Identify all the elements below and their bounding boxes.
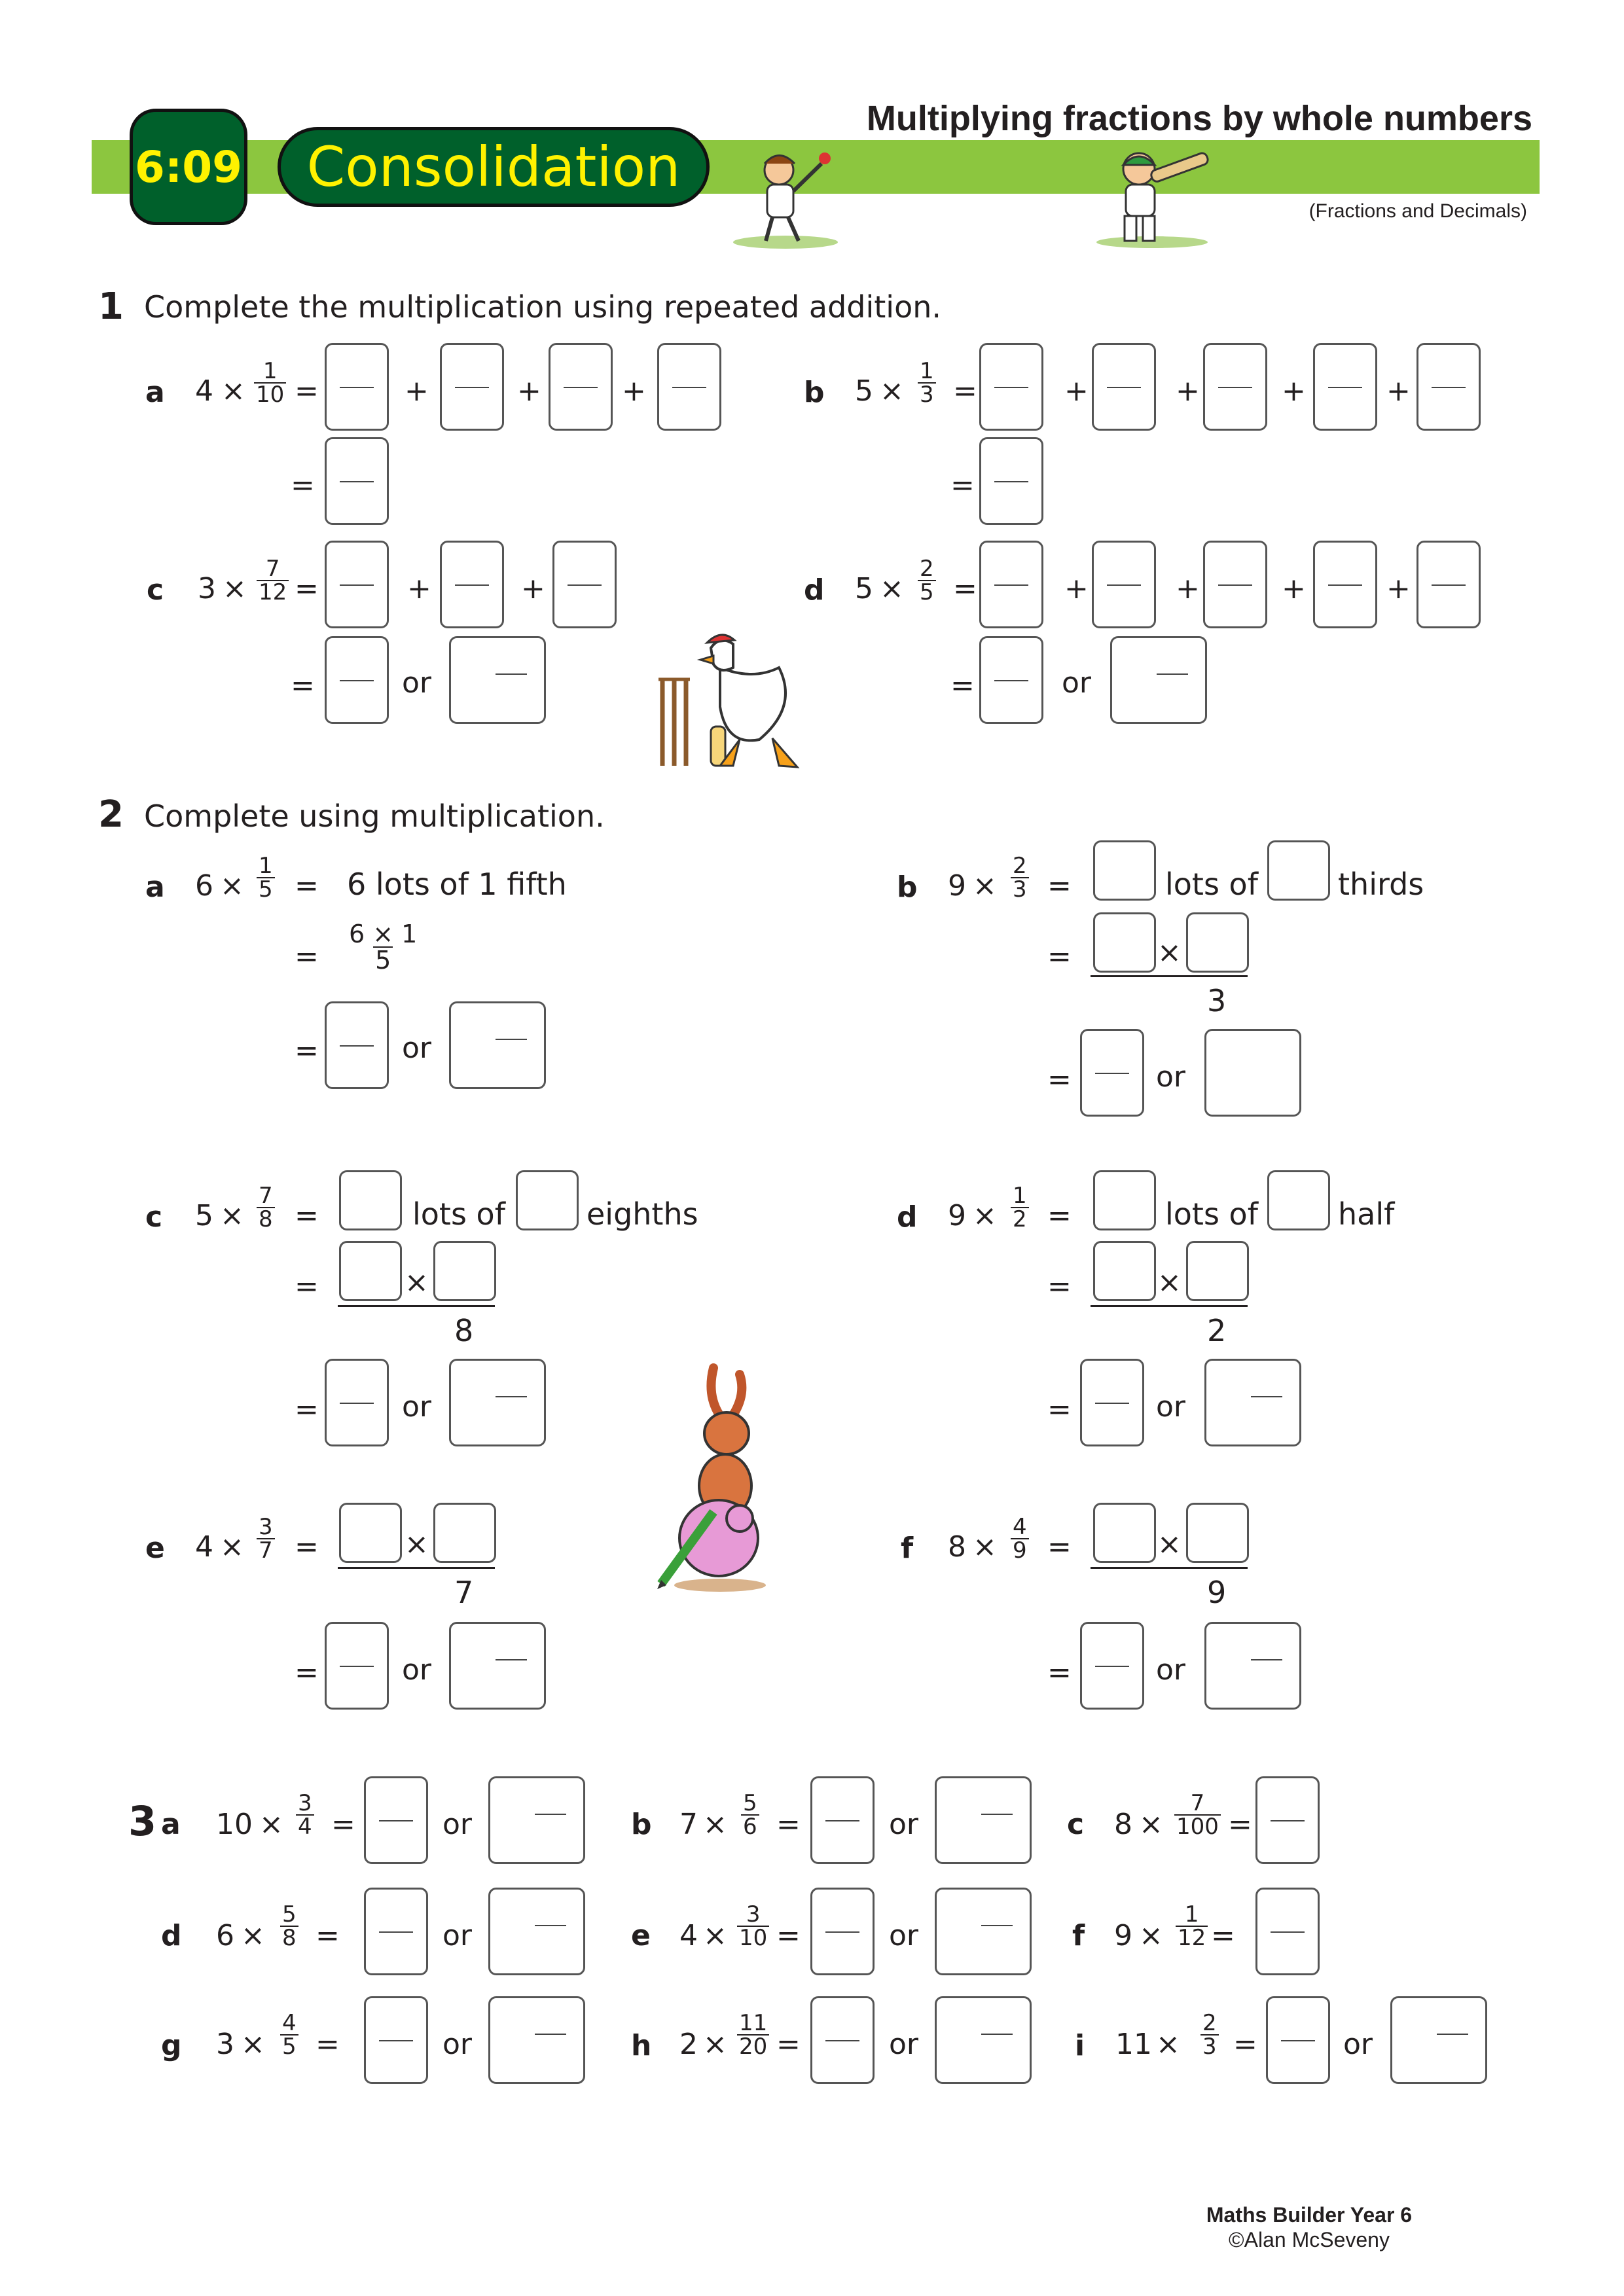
q2b-whole: 9 (948, 869, 966, 903)
factor-box[interactable] (1186, 1241, 1249, 1301)
answer-box[interactable] (325, 343, 389, 431)
q2d-whole: 9 (948, 1199, 966, 1232)
mixed-number-box[interactable] (935, 1776, 1032, 1864)
answer-box[interactable] (1092, 343, 1156, 431)
plus-sign: + (1282, 572, 1306, 605)
equals-sign: = (1047, 1270, 1072, 1303)
plus-sign: + (407, 572, 431, 605)
equals-sign: = (295, 572, 319, 605)
q2e-label: e (145, 1532, 165, 1565)
q3a-whole: 10 (216, 1808, 253, 1841)
q1b-whole: 5 (855, 374, 873, 408)
answer-box[interactable] (325, 1622, 389, 1710)
times-sign: × (223, 572, 247, 605)
mixed-number-box[interactable] (449, 1001, 546, 1089)
or-text: or (889, 1808, 919, 1841)
answer-box[interactable] (979, 636, 1043, 724)
equals-sign: = (950, 669, 975, 702)
times-sign: × (973, 1199, 997, 1232)
equals-sign: = (295, 1530, 319, 1564)
times-sign: × (880, 572, 904, 605)
equals-sign: = (295, 1656, 319, 1689)
lots-box[interactable] (1093, 840, 1156, 901)
equals-sign: = (1047, 1530, 1072, 1564)
answer-box[interactable] (440, 541, 504, 628)
answer-box[interactable] (1080, 1029, 1144, 1117)
page-title: Multiplying fractions by whole numbers (866, 99, 1532, 138)
q1a-whole: 4 (195, 374, 213, 408)
cricket-bowler-illustration (727, 144, 844, 249)
q3i-whole: 11 (1115, 2028, 1152, 2061)
q2d-fraction: 1 2 (1011, 1185, 1029, 1230)
or-text: or (402, 1653, 432, 1687)
q2c-fraction: 7 8 (257, 1185, 275, 1230)
question-1-instruction: Complete the multiplication using repeated addition. (144, 289, 941, 325)
times-sign: × (220, 1530, 244, 1564)
q3d-label: d (161, 1919, 182, 1952)
times-sign: × (241, 2028, 265, 2061)
equals-sign: = (776, 2028, 801, 2061)
footer-copyright: ©Alan McSeveny (1229, 2228, 1390, 2251)
equals-sign: = (331, 1808, 355, 1841)
answer-box[interactable] (1416, 541, 1481, 628)
times-sign: × (220, 1199, 244, 1232)
answer-box[interactable] (364, 1996, 428, 2084)
lesson-code-badge: 6:09 (130, 109, 247, 225)
fraction-bar (1091, 1567, 1248, 1569)
times-sign: × (221, 374, 245, 408)
answer-box[interactable] (1255, 1776, 1320, 1864)
question-1-number: 1 (98, 285, 124, 328)
answer-box[interactable] (1266, 1996, 1330, 2084)
cricket-batter-illustration (1087, 143, 1218, 249)
q2b-word: thirds (1338, 867, 1424, 902)
q2c-denominator: 8 (454, 1313, 474, 1348)
or-text: or (1343, 2028, 1373, 2061)
q3a-label: a (161, 1808, 181, 1841)
plus-sign: + (1386, 374, 1411, 408)
q3e-label: e (631, 1919, 651, 1952)
lots-box[interactable] (339, 1170, 402, 1230)
q2c-word: eighths (586, 1196, 698, 1232)
answer-box[interactable] (1313, 343, 1377, 431)
or-text: or (402, 1031, 432, 1065)
answer-box[interactable] (440, 343, 504, 431)
answer-box[interactable] (364, 1888, 428, 1975)
answer-box[interactable] (1255, 1888, 1320, 1975)
q3f-fraction: 1 12 (1176, 1903, 1208, 1949)
times-sign: × (703, 1808, 727, 1841)
q2f-denominator: 9 (1207, 1575, 1227, 1610)
times-sign: × (1139, 1808, 1163, 1841)
mixed-number-box[interactable] (1204, 1359, 1301, 1446)
section-title: Consolidation (278, 127, 710, 207)
q3c-whole: 8 (1114, 1808, 1132, 1841)
q3c-label: c (1067, 1808, 1085, 1841)
lots-box[interactable] (1093, 1170, 1156, 1230)
plus-sign: + (517, 374, 541, 408)
mixed-number-box[interactable] (488, 1996, 585, 2084)
equals-sign: = (295, 940, 319, 973)
plus-sign: + (1282, 374, 1306, 408)
times-sign: × (220, 869, 244, 903)
q3h-fraction: 11 20 (737, 2012, 769, 2058)
equals-sign: = (1211, 1919, 1235, 1952)
answer-box[interactable] (979, 343, 1043, 431)
q3f-whole: 9 (1114, 1919, 1132, 1952)
equals-sign: = (295, 374, 319, 408)
q1d-label: d (804, 573, 825, 607)
equals-sign: = (291, 469, 315, 502)
q3i-fraction: 2 3 (1200, 2012, 1219, 2058)
equals-sign: = (1047, 1656, 1072, 1689)
equals-sign: = (295, 1393, 319, 1426)
answer-box[interactable] (1416, 343, 1481, 431)
lots-of-text: lots of (412, 1196, 505, 1232)
answer-box[interactable] (1203, 541, 1267, 628)
factor-box[interactable] (339, 1503, 402, 1563)
q3c-fraction: 7 100 (1174, 1792, 1221, 1838)
q1d-whole: 5 (855, 572, 873, 605)
or-text: or (889, 2028, 919, 2061)
q2e-fraction: 3 7 (257, 1516, 275, 1562)
q2e-denominator: 7 (454, 1575, 474, 1610)
equals-sign: = (295, 1034, 319, 1067)
plus-sign: + (622, 374, 646, 408)
factor-box[interactable] (1093, 1503, 1156, 1563)
fraction-bar (338, 1567, 495, 1569)
equals-sign: = (776, 1919, 801, 1952)
rabbits-pencil-illustration (641, 1361, 805, 1597)
or-text: or (402, 666, 432, 700)
q2b-fraction: 2 3 (1011, 855, 1029, 901)
factor-box[interactable] (1186, 912, 1249, 973)
plus-sign: + (1064, 374, 1089, 408)
equals-sign: = (1047, 940, 1072, 973)
q3e-whole: 4 (679, 1919, 698, 1952)
q2a-words: 6 lots of 1 fifth (347, 867, 567, 902)
q2a-whole: 6 (195, 869, 213, 903)
times-sign: × (703, 2028, 727, 2061)
or-text: or (402, 1390, 432, 1424)
answer-box[interactable] (1203, 343, 1267, 431)
mixed-number-box[interactable] (1390, 1996, 1487, 2084)
times-sign: × (1157, 1266, 1182, 1299)
answer-box[interactable] (979, 541, 1043, 628)
lots-box[interactable] (516, 1170, 579, 1230)
equals-sign: = (1233, 2028, 1257, 2061)
q2d-word: half (1338, 1196, 1395, 1232)
or-text: or (442, 1919, 473, 1952)
equals-sign: = (953, 374, 977, 408)
question-3-number: 3 (128, 1797, 157, 1845)
plus-sign: + (1176, 374, 1200, 408)
times-sign: × (405, 1266, 429, 1299)
answer-box[interactable] (364, 1776, 428, 1864)
q1c-fraction: 7 12 (257, 558, 289, 603)
page-subtitle: (Fractions and Decimals) (1308, 200, 1527, 222)
times-sign: × (973, 869, 997, 903)
lots-of-text: lots of (1165, 1196, 1258, 1232)
answer-box[interactable] (552, 541, 617, 628)
q3e-fraction: 3 10 (737, 1903, 769, 1949)
times-sign: × (1157, 936, 1182, 969)
q2c-label: c (145, 1200, 163, 1234)
q3g-label: g (161, 2029, 182, 2062)
factor-box[interactable] (1093, 1241, 1156, 1301)
q1a-fraction: 1 10 (254, 360, 286, 406)
equals-sign: = (316, 1919, 340, 1952)
fraction-bar (338, 1305, 495, 1307)
q2f-whole: 8 (948, 1530, 966, 1564)
factor-box[interactable] (339, 1241, 402, 1301)
q2a-label: a (145, 870, 165, 904)
answer-box[interactable] (325, 1359, 389, 1446)
q3g-fraction: 4 5 (280, 2012, 298, 2058)
answer-box[interactable] (549, 343, 613, 431)
times-sign: × (259, 1808, 283, 1841)
equals-sign: = (1047, 1063, 1072, 1096)
q3h-label: h (631, 2029, 652, 2062)
q2a-fraction: 1 5 (257, 855, 275, 901)
plus-sign: + (405, 374, 429, 408)
or-text: or (1156, 1060, 1186, 1094)
fraction-bar (1091, 975, 1248, 977)
times-sign: × (880, 374, 904, 408)
equals-sign: = (950, 469, 975, 502)
q3d-whole: 6 (216, 1919, 234, 1952)
or-text: or (1156, 1390, 1186, 1424)
factor-box[interactable] (1093, 912, 1156, 973)
times-sign: × (1156, 2028, 1180, 2061)
answer-box[interactable] (325, 1001, 389, 1089)
equals-sign: = (776, 1808, 801, 1841)
q1d-fraction: 2 5 (918, 558, 936, 603)
answer-box[interactable] (810, 1996, 875, 2084)
mixed-number-box[interactable] (488, 1776, 585, 1864)
q2c-whole: 5 (195, 1199, 213, 1232)
plus-sign: + (1176, 572, 1200, 605)
equals-sign: = (1228, 1808, 1252, 1841)
equals-sign: = (1047, 1393, 1072, 1426)
equals-sign: = (1047, 1199, 1072, 1232)
q3d-fraction: 5 8 (280, 1903, 298, 1949)
answer-box[interactable] (325, 636, 389, 724)
equals-sign: = (295, 869, 319, 903)
q2f-label: f (901, 1532, 914, 1565)
q3b-label: b (631, 1808, 652, 1841)
answer-box[interactable] (325, 541, 389, 628)
answer-box[interactable] (1092, 541, 1156, 628)
times-sign: × (1139, 1919, 1163, 1952)
answer-box[interactable] (810, 1888, 875, 1975)
equals-sign: = (291, 669, 315, 702)
q2e-whole: 4 (195, 1530, 213, 1564)
duck-wicketkeeper-illustration (648, 628, 805, 779)
equals-sign: = (316, 2028, 340, 2061)
answer-box[interactable] (657, 343, 721, 431)
equals-sign: = (1047, 869, 1072, 903)
mixed-number-box[interactable] (449, 1622, 546, 1710)
answer-box[interactable] (1080, 1622, 1144, 1710)
q1b-label: b (804, 376, 825, 409)
fraction-bar (1091, 1305, 1248, 1307)
or-text: or (1062, 666, 1092, 700)
q1a-label: a (145, 376, 165, 409)
or-text: or (442, 2028, 473, 2061)
plus-sign: + (521, 572, 545, 605)
q3i-label: i (1075, 2029, 1085, 2062)
lots-of-text: lots of (1165, 867, 1258, 902)
factor-box[interactable] (433, 1241, 496, 1301)
q3a-fraction: 3 4 (296, 1792, 314, 1838)
equals-sign: = (295, 1199, 319, 1232)
times-sign: × (703, 1919, 727, 1952)
question-2-number: 2 (98, 793, 124, 836)
lots-box[interactable] (1267, 1170, 1330, 1230)
answer-box[interactable] (1080, 1359, 1144, 1446)
q2a-working-fraction: 6 × 1 5 (349, 920, 418, 975)
q1b-fraction: 1 3 (918, 360, 936, 406)
factor-box[interactable] (1186, 1503, 1249, 1563)
q3g-whole: 3 (216, 2028, 234, 2061)
question-2-instruction: Complete using multiplication. (144, 798, 605, 834)
mixed-number-box[interactable] (1204, 1622, 1301, 1710)
or-text: or (889, 1919, 919, 1952)
mixed-number-box[interactable] (488, 1888, 585, 1975)
q2d-denominator: 2 (1207, 1313, 1227, 1348)
times-sign: × (405, 1528, 429, 1561)
answer-box[interactable] (979, 437, 1043, 525)
answer-box[interactable] (325, 437, 389, 525)
factor-box[interactable] (433, 1503, 496, 1563)
q2d-label: d (897, 1200, 918, 1234)
q2b-denominator: 3 (1207, 983, 1227, 1018)
q3f-label: f (1072, 1919, 1085, 1952)
times-sign: × (241, 1919, 265, 1952)
mixed-number-box[interactable] (1110, 636, 1207, 724)
plus-sign: + (1386, 572, 1411, 605)
q3b-whole: 7 (679, 1808, 698, 1841)
q1c-label: c (147, 573, 164, 607)
answer-box[interactable] (1313, 541, 1377, 628)
q3b-fraction: 5 6 (741, 1792, 759, 1838)
footer-book-title: Maths Builder Year 6 (1206, 2203, 1413, 2227)
q2b-label: b (897, 870, 918, 904)
mixed-number-box[interactable] (449, 1359, 546, 1446)
plus-sign: + (1064, 572, 1089, 605)
lots-box[interactable] (1267, 840, 1330, 901)
times-sign: × (1157, 1528, 1182, 1561)
or-text: or (1156, 1653, 1186, 1687)
or-text: or (442, 1808, 473, 1841)
equals-sign: = (295, 1270, 319, 1303)
equals-sign: = (953, 572, 977, 605)
q1c-whole: 3 (198, 572, 216, 605)
answer-box[interactable] (810, 1776, 875, 1864)
mixed-number-box[interactable] (935, 1996, 1032, 2084)
mixed-number-box[interactable] (935, 1888, 1032, 1975)
times-sign: × (973, 1530, 997, 1564)
q2f-fraction: 4 9 (1011, 1516, 1029, 1562)
q3h-whole: 2 (679, 2028, 698, 2061)
answer-box[interactable] (1204, 1029, 1301, 1117)
mixed-number-box[interactable] (449, 636, 546, 724)
